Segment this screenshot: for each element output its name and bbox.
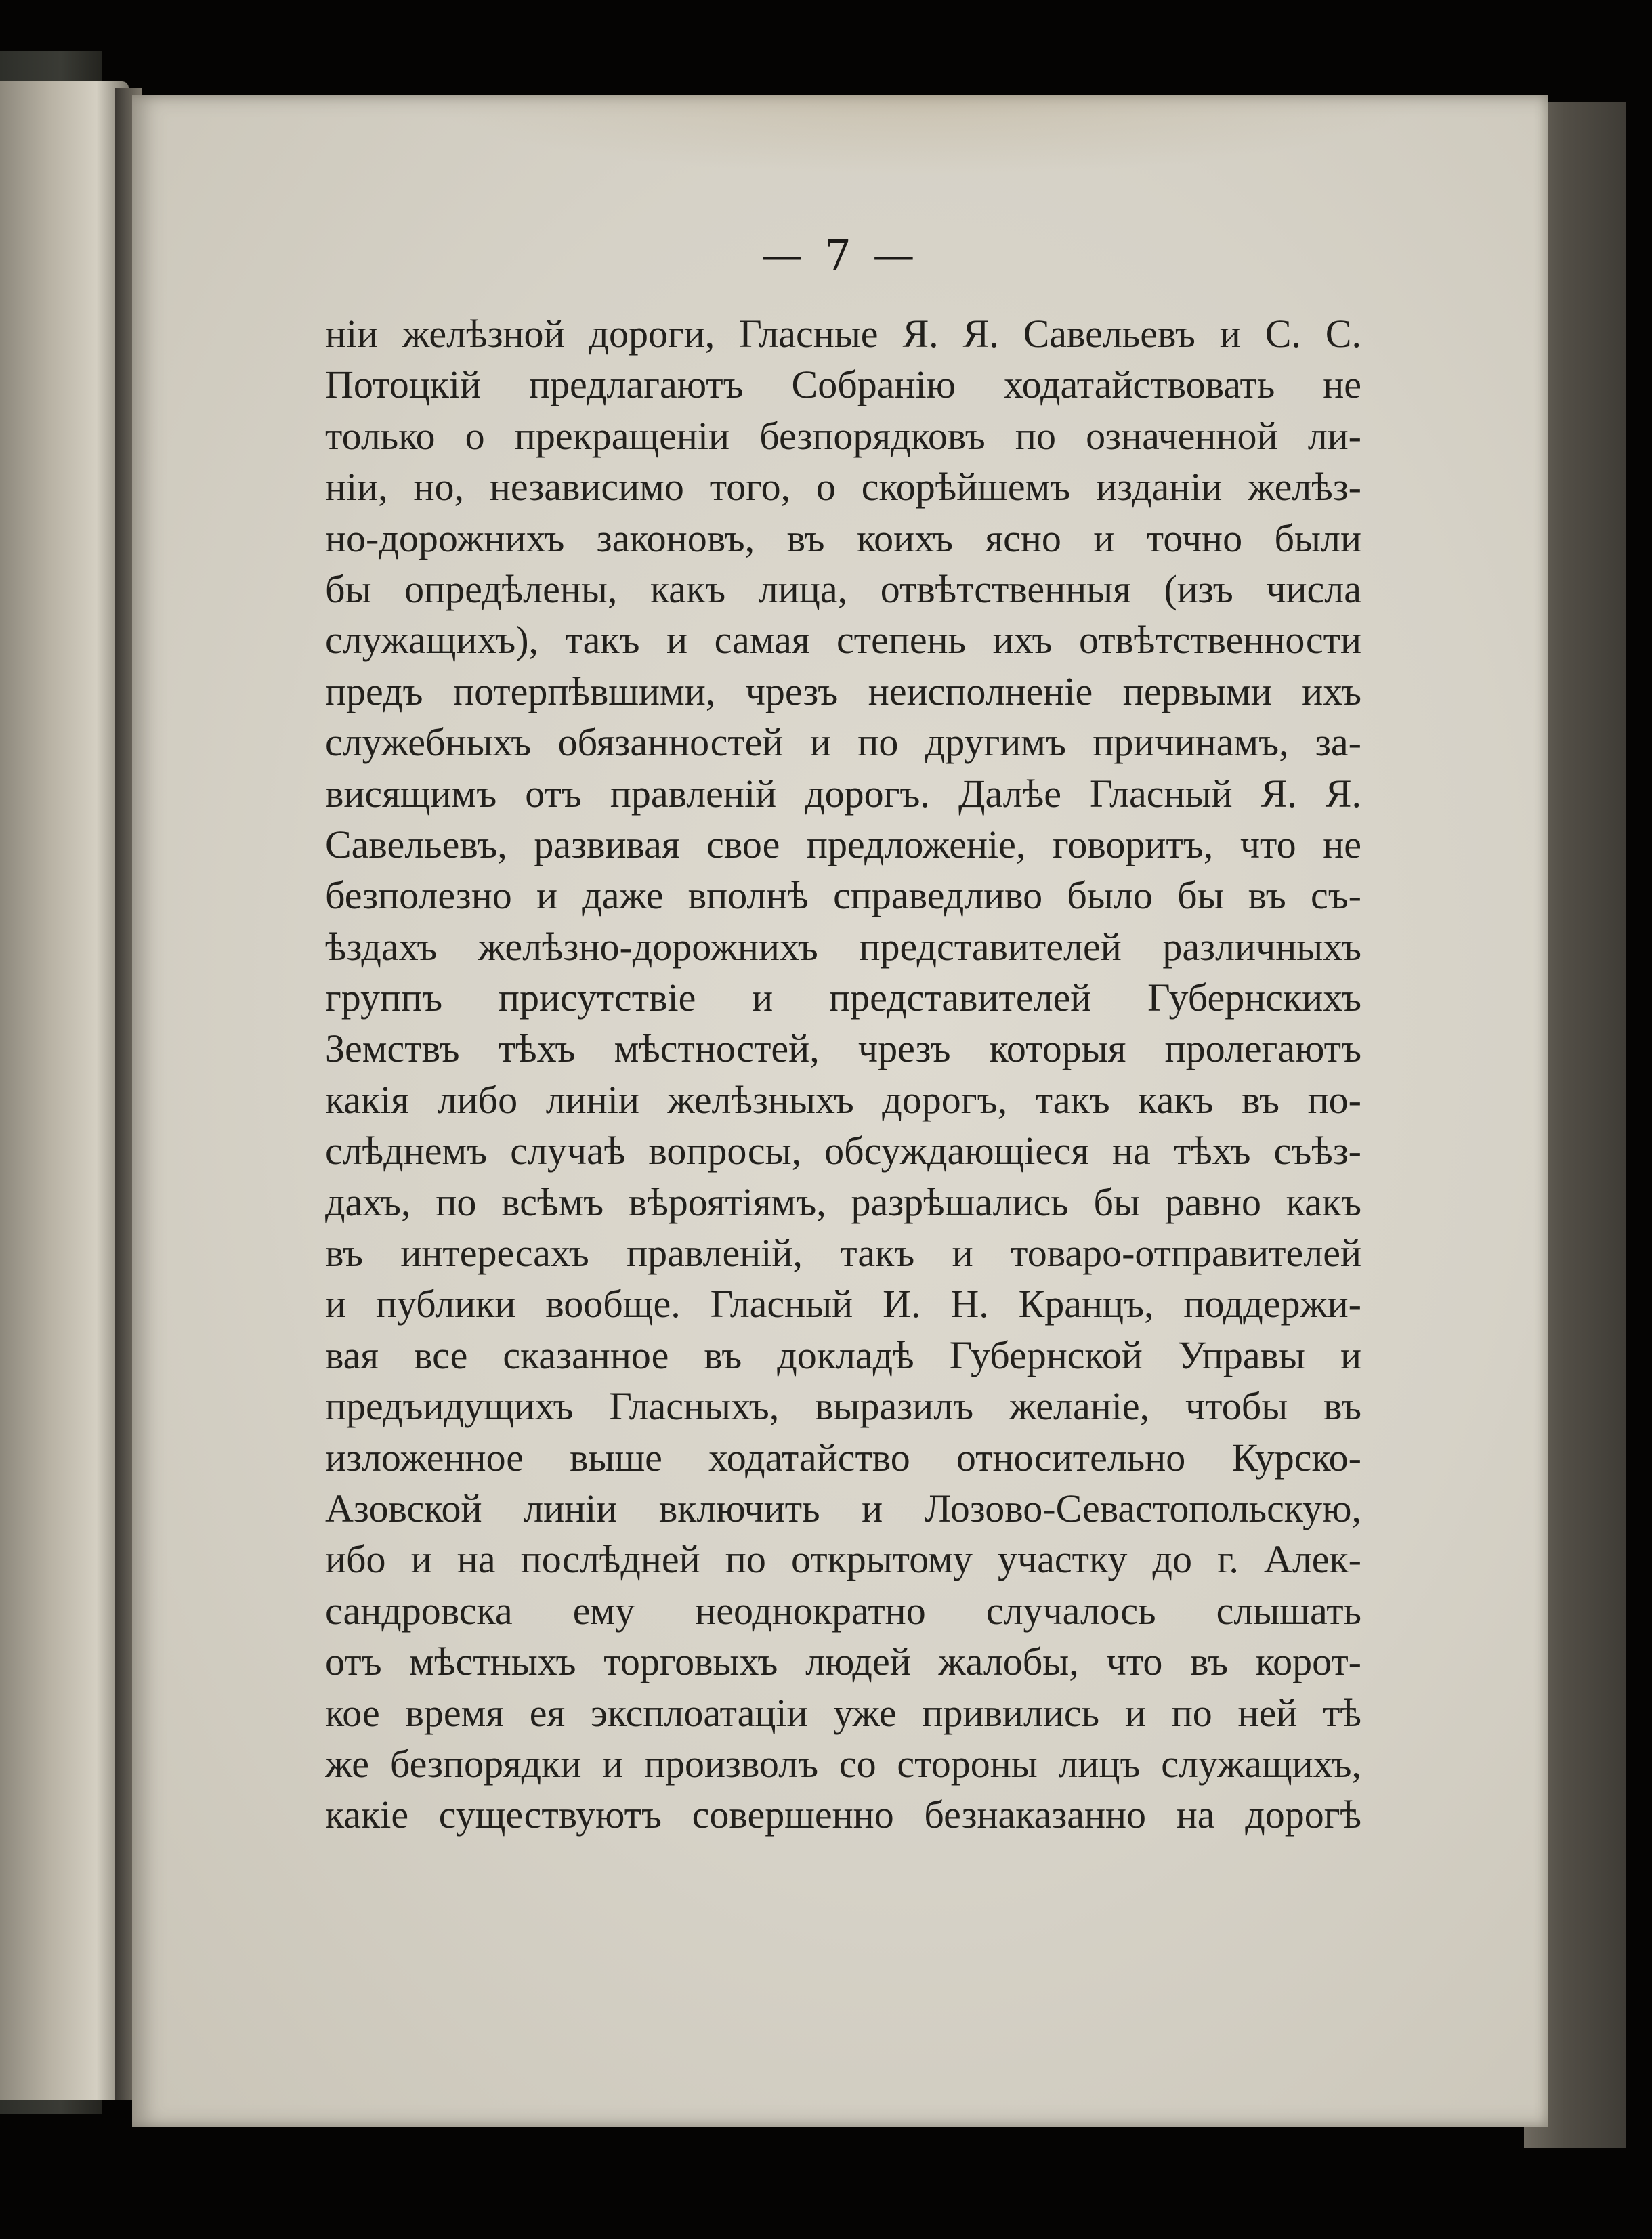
text-line: но-дорожнихъ законовъ, въ коихъ ясно и точно были xyxy=(325,516,1361,560)
text-line: какiе существуютъ совершенно безнаказанно на дорогѣ xyxy=(325,1793,1361,1837)
page-number: — 7 — xyxy=(761,230,919,280)
text-line: кое время ея эксплоатацiи уже привились и по ней тѣ xyxy=(325,1690,1361,1735)
text-line: слѣднемъ случаѣ вопросы, обсуждающiеся на тѣхъ съѣз- xyxy=(325,1129,1361,1173)
text-line: же безпорядки и произволъ со стороны лицъ служащихъ, xyxy=(325,1741,1361,1786)
left-page-edge xyxy=(0,81,129,2100)
text-line: отъ мѣстныхъ торговыхъ людей жалобы, что въ корот- xyxy=(325,1639,1361,1684)
text-line: ибо и на послѣдней по открытому участку до г. Алек- xyxy=(325,1537,1361,1582)
text-line: въ интересахъ правленiй, такъ и товаро-отправителей xyxy=(325,1231,1361,1276)
text-line: безполезно и даже вполнѣ справедливо было бы въ съ- xyxy=(325,873,1361,918)
text-line: и публики вообще. Гласный И. Н. Кранцъ, поддержи- xyxy=(325,1282,1361,1326)
text-line: предъидущихъ Гласныхъ, выразилъ желанiе, чтобы въ xyxy=(325,1384,1361,1429)
text-line: бы опредѣлены, какъ лица, отвѣтственныя (изъ числа xyxy=(325,566,1361,611)
text-line: нiи, но, независимо того, о скорѣйшемъ изданiи желѣз- xyxy=(325,465,1361,509)
text-line: служебныхъ обязанностей и по другимъ причинамъ, за- xyxy=(325,720,1361,765)
text-line: вая все сказанное въ докладѣ Губернской Управы и xyxy=(325,1333,1361,1377)
text-line: Потоцкiй предлагаютъ Собранiю ходатайствовать не xyxy=(325,362,1361,407)
text-line: дахъ, по всѣмъ вѣроятiямъ, разрѣшались бы равно какъ xyxy=(325,1179,1361,1224)
text-line: группъ присутствiе и представителей Губернскихъ xyxy=(325,976,1361,1020)
text-line: Савельевъ, развивая свое предложенiе, говоритъ, что не xyxy=(325,822,1361,866)
text-line: висящимъ отъ правленiй дорогъ. Далѣе Гласный Я. Я. xyxy=(325,771,1361,816)
text-line: ѣздахъ желѣзно-дорожнихъ представителей различныхъ xyxy=(325,924,1361,969)
text-line: сандровска ему неоднократно случалось слышать xyxy=(325,1588,1361,1633)
text-line: служащихъ), такъ и самая степень ихъ отвѣтственности xyxy=(325,618,1361,663)
text-line: нiи желѣзной дороги, Гласные Я. Я. Савельевъ и С. С. xyxy=(325,312,1361,356)
book-page xyxy=(132,95,1548,2127)
text-line: Земствъ тѣхъ мѣстностей, чрезъ которыя пролегаютъ xyxy=(325,1026,1361,1071)
text-line: какiя либо линiи желѣзныхъ дорогъ, такъ какъ въ по- xyxy=(325,1077,1361,1122)
text-line: Азовской линiи включить и Лозово-Севастопольскую, xyxy=(325,1486,1361,1530)
text-line: только о прекращенiи безпорядковъ по означенной ли- xyxy=(325,413,1361,458)
text-line: предъ потерпѣвшими, чрезъ неисполненiе первыми ихъ xyxy=(325,669,1361,713)
body-text xyxy=(325,308,1361,1841)
paper-stain xyxy=(417,95,1433,176)
text-line: изложенное выше ходатайство относительно Курско- xyxy=(325,1435,1361,1480)
